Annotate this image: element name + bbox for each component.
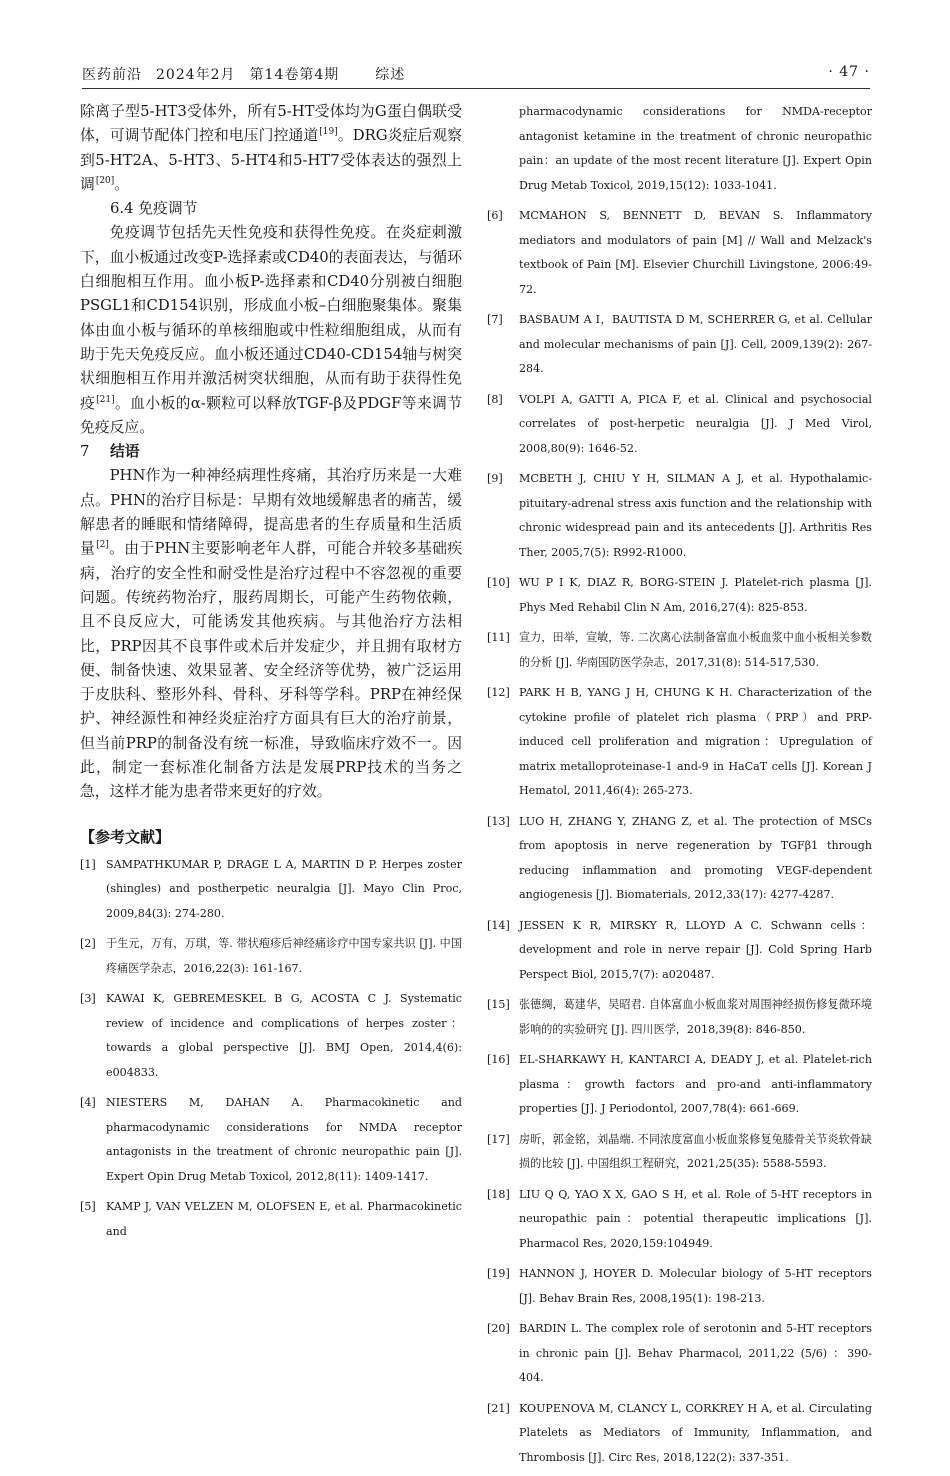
journal-name: 医药前沿 [82,67,142,83]
reference-text: BARDIN L. The complex role of serotonin and 5-HT receptors in chronic pain [J]. Behav Pharmacol, 2011,22 (5/6) ：390-404. [519,1322,872,1384]
reference-number: [4] [80,1096,96,1110]
reference-item [487,1397,872,1471]
issue-date: 2024年2月 [156,67,236,83]
paragraph-conclusion: PHN作为一种神经病理性疼痛，其治疗历来是一大难点。PHN的治疗目标是：早期有效地缓解患者的痛苦，缓解患者的睡眠和情绪障碍，提高患者的生存质量和生活质量[2]。由于PHN主要影响老年人群，可能合并较多基础疾病，治疗的安全性和耐受性是治疗过程中不容忽视的重要问题。传统药物治疗，服药周期长，可能产生药物依赖，且不良反应大，可能诱发其他疾病。与其他治疗方法相比，PRP因其不良事件或术后并发症少，并且拥有取材方便、制备快速、效果显著、安全经济等优势，被广泛运用于皮肤科、整形外科、骨科、牙科等学科。PRP在神经保护、神经源性和神经炎症治疗方面具有巨大的治疗前景，但当前PRP的制备没有统一标准，导致临床疗效不一。因此，制定一套标准化制备方法是发展PRP技术的当务之急，这样才能为患者带来更好的疗效。 [80,467,462,801]
citation: [19] [319,127,338,138]
reference-item [487,1183,872,1257]
header-rule [82,88,870,89]
reference-number: [3] [80,992,96,1006]
section-heading: 7 结语 [80,443,140,461]
reference-item [487,914,872,988]
citation: [2] [96,540,109,551]
reference-item [487,1048,872,1122]
reference-list-right [487,204,872,1470]
reference-number: [15] [487,998,510,1011]
header-left [82,64,419,84]
reference-number: [18] [487,1187,510,1201]
reference-item [80,932,462,981]
reference-text: 张德绸，葛建华，吴昭君. 自体富血小板血浆对周围神经损伤修复微环境影响的的实验研究 [J]. 四川医学，2018,39(8): 846-850. [519,998,872,1036]
reference-number: [6] [487,209,503,222]
reference-text: SAMPATHKUMAR P, DRAGE L A, MARTIN D P. Herpes zoster (shingles) and postherpetic neuralgia [J]. Mayo Clin Proc, 2009,84(3): 274-280. [106,857,462,920]
citation: [21] [96,394,115,405]
reference-item [487,681,872,804]
reference-item [487,204,872,302]
reference-number: [16] [487,1053,510,1066]
reference-text: WU P I K, DIAZ R, BORG-STEIN J. Platelet-rich plasma [J]. Phys Med Rehabil Clin N Am, 2016,27(4): 825-853. [519,576,872,614]
reference-number: [13] [487,814,510,828]
reference-number: [8] [487,392,503,406]
reference-item [487,993,872,1042]
reference-text: JESSEN K R, MIRSKY R, LLOYD A C. Schwann cells：development and role in nerve repair [J]. Cold Spring Harb Perspect Biol, 2015,7(7): a020487. [519,918,872,981]
reference-number: [11] [487,631,510,644]
page-number: · 47 · [828,64,870,80]
right-column [487,100,872,1476]
reference-list-left [80,853,462,1245]
left-column [80,100,462,1250]
reference-number: [7] [487,313,503,326]
reference-number: [17] [487,1132,510,1146]
reference-continuation: pharmacodynamic considerations for NMDA-receptor antagonist ketamine in the treatment of chronic neuropathic pain：an update of the most recent literature [J]. Expert Opin Drug Metab Toxicol, 2019,15(12): 1033-1041. [519,105,872,192]
reference-text: KAWAI K, GEBREMESKEL B G, ACOSTA C J. Systematic review of incidence and complications of herpes zoster：towards a global perspective [J]. BMJ Open, 2014,4(6): e004833. [106,992,462,1079]
reference-item [487,571,872,620]
reference-item [487,626,872,675]
reference-number: [5] [80,1200,96,1214]
subsection-heading: 6.4 免疫调节 [110,200,198,218]
reference-text: MCMAHON S, BENNETT D, BEVAN S. Inflammatory mediators and modulators of pain [M] // Wall and Melzack's textbook of Pain [M]. Elsevier Churchill Livingstone, 2006:49-72. [519,209,872,296]
section-label: 综述 [375,67,406,83]
reference-item [487,1128,872,1177]
references-title: 【参考文献】 [80,827,171,846]
reference-text: 于生元，万有，万琪，等. 带状疱疹后神经痛诊疗中国专家共识 [J]. 中国疼痛医学杂志，2016,22(3): 161-167. [106,937,462,975]
reference-item [80,1195,462,1244]
reference-text: PARK H B, YANG J H, CHUNG K H. Characterization of the cytokine profile of platelet rich plasma（PRP）and PRP-induced cell proliferation and migration：Upregulation of matrix metalloproteinase-1 and-9 in HaCaT cells [J]. Korean J Hematol, 2011,46(4): 265-273. [519,686,872,797]
reference-item [80,853,462,927]
reference-item [487,388,872,462]
reference-number: [9] [487,472,503,485]
reference-item [487,810,872,908]
reference-item [487,467,872,565]
reference-item [487,1262,872,1311]
reference-text: EL-SHARKAWY H, KANTARCI A, DEADY J, et al. Platelet-rich plasma：growth factors and pro-and anti-inflammatory properties [J]. J Periodontol, 2007,78(4): 661-669. [519,1053,872,1115]
reference-item [80,987,462,1085]
reference-text: LUO H, ZHANG Y, ZHANG Z, et al. The protection of MSCs from apoptosis in nerve regeneration by TGFβ1 through reducing inflammation and promoting VEGF-dependent angiogenesis [J]. Biomaterials, 2012,33(17): 4277-4287. [519,814,872,901]
paragraph-5ht-receptors: 除离子型5-HT3受体外，所有5-HT受体均为G蛋白偶联受体，可调节配体门控和电压门控通道[19]。DRG炎症后观察到5-HT2A、5-HT3、5-HT4和5-HT7受体表达的强烈上调[20]。 [80,103,462,193]
reference-number: [21] [487,1401,510,1415]
reference-number: [19] [487,1267,510,1280]
volume-issue: 第14卷第4期 [249,67,340,83]
reference-number: [1] [80,857,96,871]
reference-text: BASBAUM A I，BAUTISTA D M, SCHERRER G, et al. Cellular and molecular mechanisms of pain [J]. Cell, 2009,139(2): 267-284. [519,313,872,375]
citation: [20] [95,175,115,186]
reference-text: 房昕，郭金铭，刘晶端. 不同浓度富血小板血浆修复兔膝骨关节炎软骨缺损的比较 [J]. 中国组织工程研究，2021,25(35): 5588-5593. [519,1132,872,1170]
reference-text: MCBETH J, CHIU Y H, SILMAN A J, et al. Hypothalamic-pituitary-adrenal stress axis function and the relationship with chronic widespread pain and its antecedents [J]. Arthritis Res Ther, 2005,7(5): R992-R1000. [519,472,872,559]
reference-item [80,1091,462,1189]
reference-text: KOUPENOVA M, CLANCY L, CORKREY H A, et al. Circulating Platelets as Mediators of Immunity, Inflammation, and Thrombosis [J]. Circ Res, 2018,122(2): 337-351. [519,1401,872,1464]
reference-text: KAMP J, VAN VELZEN M, OLOFSEN E, et al. Pharmacokinetic and [106,1200,462,1238]
reference-item [487,308,872,382]
reference-item [487,1317,872,1391]
reference-text: VOLPI A, GATTI A, PICA F, et al. Clinical and psychosocial correlates of post-herpetic neuralgia [J]. J Med Virol, 2008,80(9): 1646-52. [519,392,872,455]
reference-number: [20] [487,1322,510,1335]
reference-text: NIESTERS M, DAHAN A. Pharmacokinetic and pharmacodynamic considerations for NMDA receptor antagonists in the treatment of chronic neuropathic pain [J]. Expert Opin Drug Metab Toxicol, 2012,8(11): 1409-1417. [106,1096,462,1183]
reference-text: HANNON J, HOYER D. Molecular biology of 5-HT receptors [J]. Behav Brain Res, 2008,195(1): 198-213. [519,1267,872,1305]
reference-number: [12] [487,686,510,699]
reference-text: LIU Q Q, YAO X X, GAO S H, et al. Role of 5-HT receptors in neuropathic pain：potential therapeutic implications [J]. Pharmacol Res, 2020,159:104949. [519,1187,872,1250]
reference-number: [2] [80,937,96,951]
reference-text: 宣力，田举，宣敏，等. 二次离心法制备富血小板血浆中血小板相关参数的分析 [J]. 华南国防医学杂志，2017,31(8): 514-517,530. [519,631,872,669]
running-header [82,64,870,84]
reference-number: [14] [487,918,510,932]
paragraph-immune: 免疫调节包括先天性免疫和获得性免疫。在炎症刺激下，血小板通过改变P-选择素或CD40的表面表达，与循环白细胞相互作用。血小板P-选择素和CD40分别被白细胞PSGL1和CD154识别，形成血小板–白细胞聚集体。聚集体由血小板与循环的单核细胞或中性粒细胞组成，从而有助于先天免疫反应。血小板还通过CD40-CD154轴与树突状细胞相互作用并激活树突状细胞，从而有助于获得性免疫[21]。血小板的α-颗粒可以释放TGF-β及PDGF等来调节免疫反应。 [80,224,462,436]
reference-number: [10] [487,576,510,589]
